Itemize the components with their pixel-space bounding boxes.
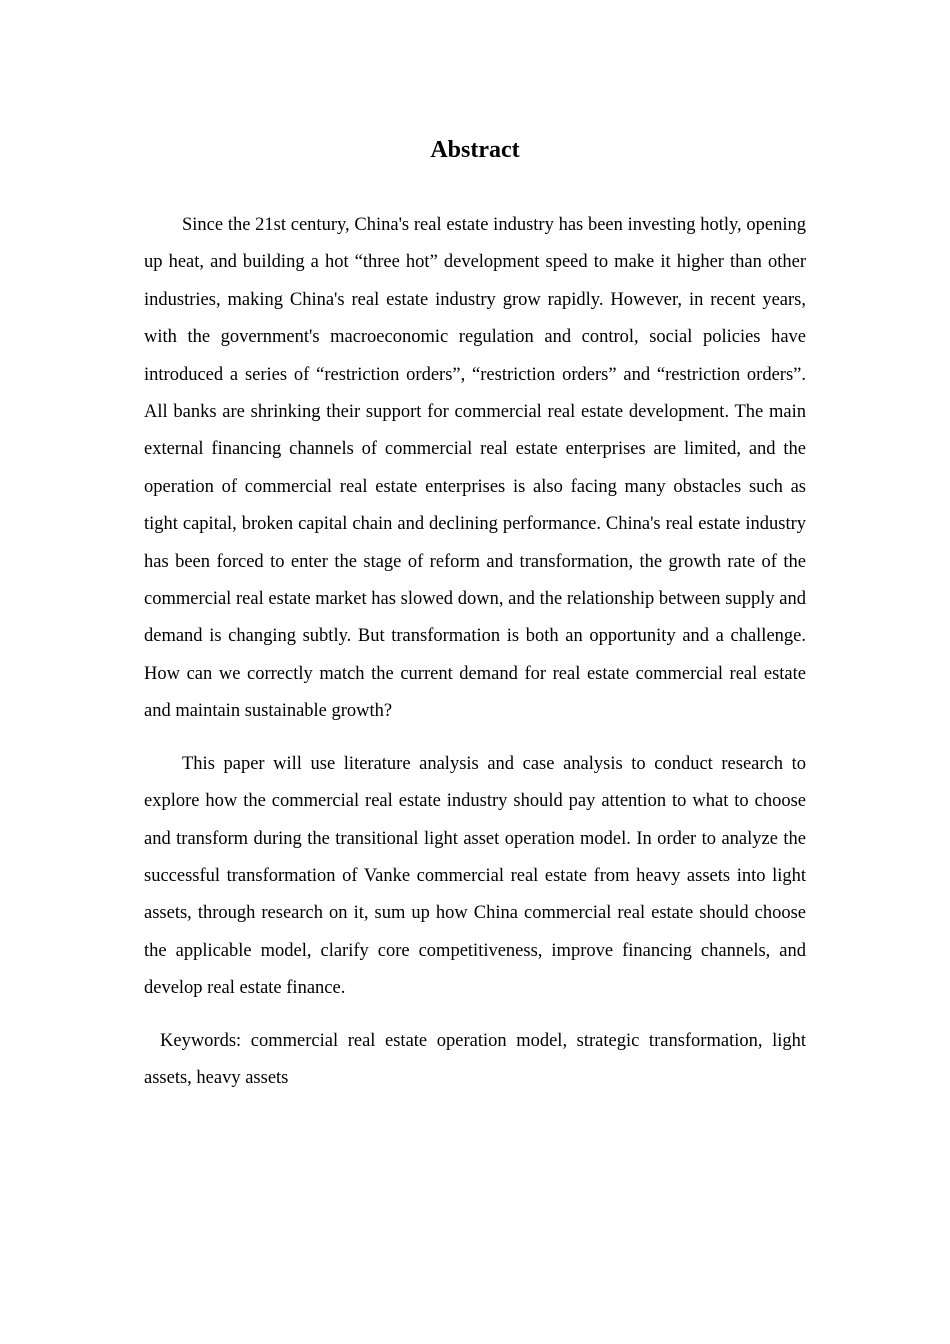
abstract-paragraph-1: Since the 21st century, China's real estate industry has been investing hotly, opening up heat, and building a hot “three hot” development speed to make it higher than other industries, making China's real estate industry grow rapidly. However, in recent years, with the government's macroeconomic regulation and control, social policies have introduced a series of “restriction orders”, “restriction orders” and “restriction orders”. All banks are shrinking their support for commercial real estate development. The main external financing channels of commercial real estate enterprises are limited, and the operation of commercial real estate enterprises is also facing many obstacles such as tight capital, broken capital chain and declining performance. China's real estate industry has been forced to enter the stage of reform and transformation, the growth rate of the commercial real estate market has slowed down, and the relationship between supply and demand is changing subtly. But transformation is both an opportunity and a challenge. How can we correctly match the current demand for real estate commercial real estate and maintain sustainable growth? [144, 215, 806, 722]
abstract-body [144, 207, 806, 1097]
abstract-paragraph-2: This paper will use literature analysis and case analysis to conduct research to explore how the commercial real estate industry should pay attention to what to choose and transform during the transitional light asset operation model. In order to analyze the successful transformation of Vanke commercial real estate from heavy assets into light assets, through research on it, sum up how China commercial real estate should choose the applicable model, clarify core competitiveness, improve financing channels, and develop real estate finance. [144, 753, 806, 999]
keywords-line: Keywords: commercial real estate operation model, strategic transformation, light assets, heavy assets [144, 1030, 806, 1088]
page-title: Abstract [430, 137, 520, 163]
